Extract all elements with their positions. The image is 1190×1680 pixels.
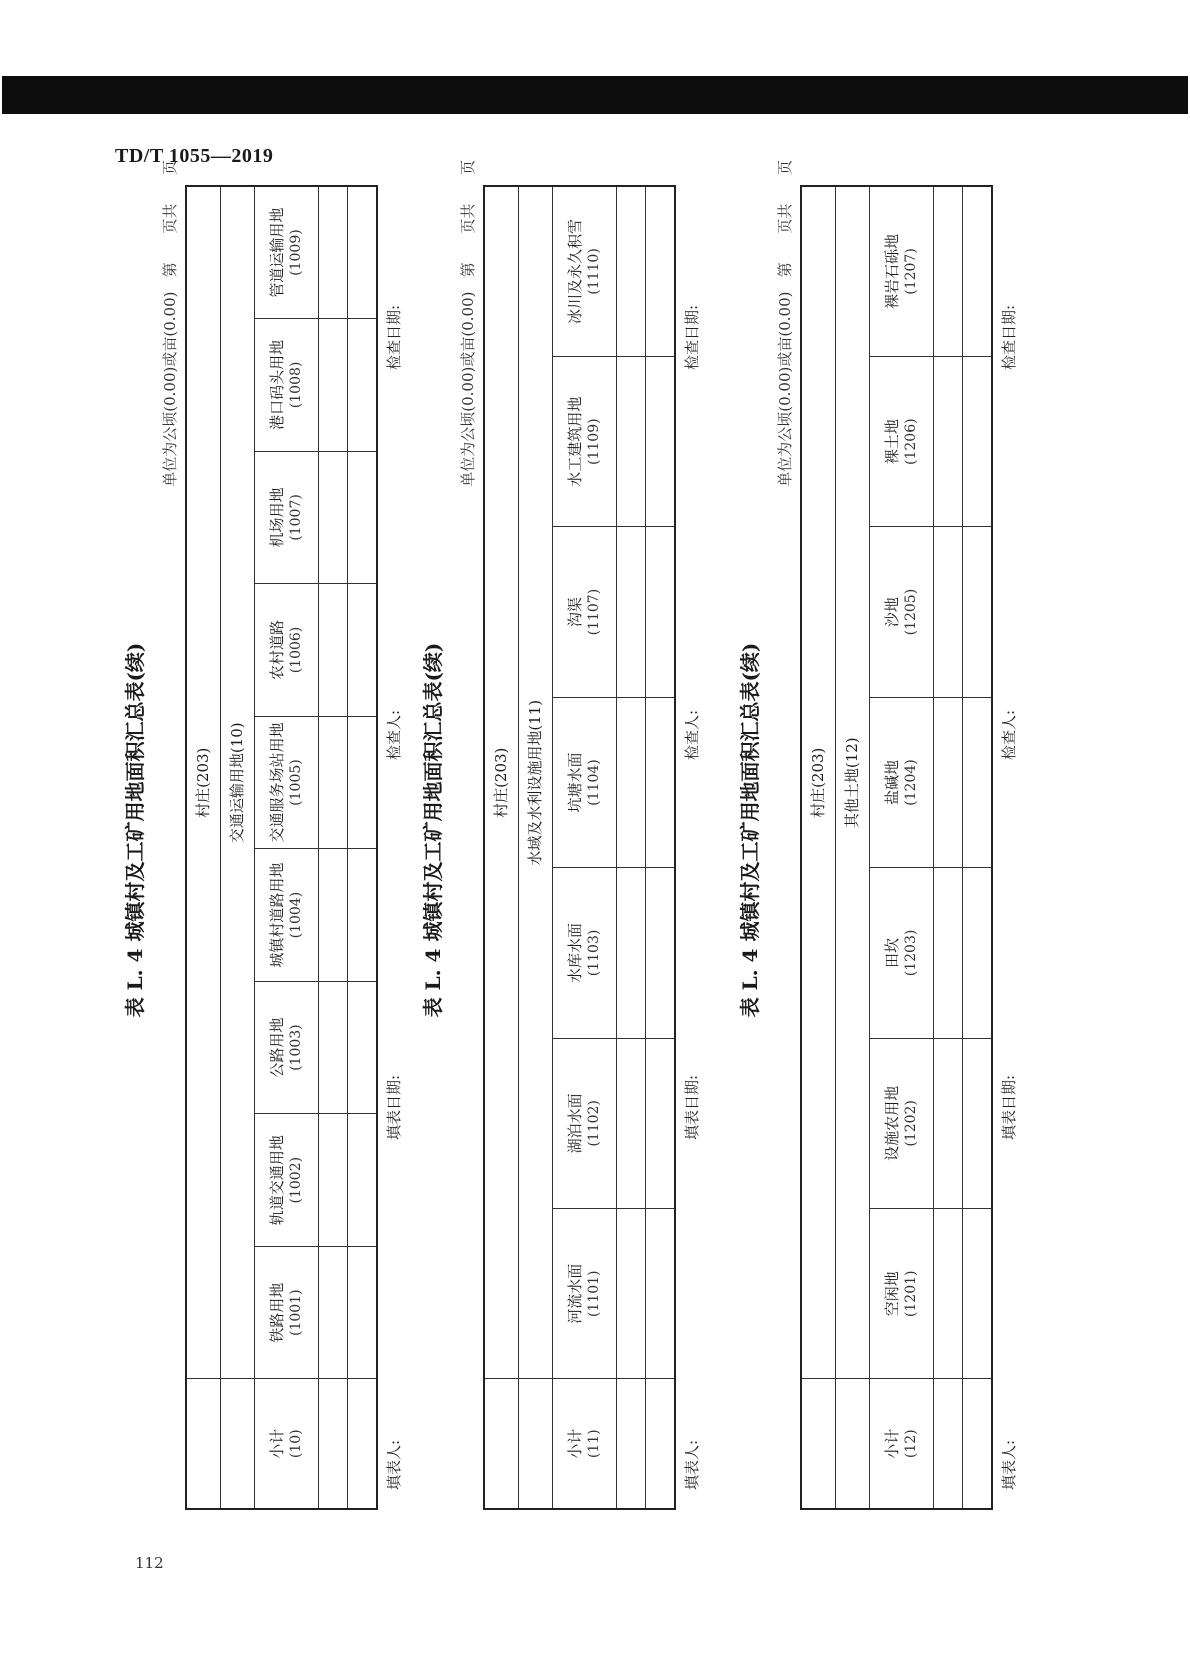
table-caption: 表 L. 4 城镇村及工矿用地面积汇总表(续)	[738, 642, 762, 1018]
data-cell[interactable]	[963, 868, 993, 1038]
data-cell[interactable]	[617, 1209, 646, 1379]
data-cell[interactable]	[934, 1209, 963, 1379]
summary-table-water	[413, 140, 713, 1520]
column-header: 城镇村道路用地 (1004)	[255, 849, 319, 982]
column-header: 裸岩石砾地 (1207)	[870, 186, 934, 356]
blank-corner	[484, 1379, 519, 1509]
unit-note: 单位为公顷(0.00)或亩(0.00) 第 页共 页	[161, 160, 179, 487]
document-code: TD/T 1055—2019	[115, 145, 274, 167]
summary-table-other-land	[730, 140, 1030, 1520]
column-header: 机场用地 (1007)	[255, 451, 319, 584]
data-cell[interactable]	[617, 697, 646, 867]
data-cell[interactable]	[963, 356, 993, 526]
data-cell[interactable]	[963, 186, 993, 356]
data-cell[interactable]	[646, 868, 676, 1038]
data-table	[800, 185, 993, 1510]
data-cell[interactable]	[617, 356, 646, 526]
check-date-label: 检查日期:	[1000, 304, 1018, 370]
data-cell[interactable]	[319, 319, 348, 452]
data-table	[483, 185, 676, 1510]
data-cell[interactable]	[319, 1114, 348, 1247]
data-cell[interactable]	[319, 584, 348, 717]
data-cell[interactable]	[934, 527, 963, 697]
data-cell[interactable]	[934, 868, 963, 1038]
column-header-subtotal: 小计 (10)	[255, 1379, 319, 1509]
data-cell[interactable]	[646, 1038, 676, 1208]
blank-corner	[801, 1379, 836, 1509]
data-cell[interactable]	[319, 1379, 348, 1509]
data-cell[interactable]	[348, 584, 378, 717]
data-cell[interactable]	[319, 451, 348, 584]
filler-label: 填表人:	[1000, 1439, 1018, 1490]
column-header: 公路用地 (1003)	[255, 981, 319, 1114]
column-header: 设施农用地 (1202)	[870, 1038, 934, 1208]
group-header-category: 其他土地(12)	[836, 186, 870, 1379]
data-cell[interactable]	[617, 1379, 646, 1509]
data-cell[interactable]	[319, 981, 348, 1114]
group-header-category: 交通运输用地(10)	[221, 186, 255, 1379]
fill-date-label: 填表日期:	[385, 1074, 403, 1140]
data-cell[interactable]	[348, 849, 378, 982]
data-cell[interactable]	[319, 716, 348, 849]
data-cell[interactable]	[348, 981, 378, 1114]
page-number: 112	[135, 1554, 164, 1572]
data-cell[interactable]	[934, 1379, 963, 1509]
column-header: 交通服务场站用地 (1005)	[255, 716, 319, 849]
fill-date-label: 填表日期:	[1000, 1074, 1018, 1140]
filler-label: 填表人:	[683, 1439, 701, 1490]
signature-line	[990, 140, 1026, 1520]
column-header: 冰川及永久积雪 (1110)	[553, 186, 617, 356]
column-header-subtotal: 小计 (11)	[553, 1379, 617, 1509]
signature-line	[673, 140, 709, 1520]
checker-label: 检查人:	[683, 709, 701, 760]
column-header: 田坎 (1203)	[870, 868, 934, 1038]
fill-date-label: 填表日期:	[683, 1074, 701, 1140]
data-cell[interactable]	[348, 716, 378, 849]
data-cell[interactable]	[963, 1209, 993, 1379]
data-cell[interactable]	[963, 527, 993, 697]
column-header: 水工建筑用地 (1109)	[553, 356, 617, 526]
table-row	[319, 186, 348, 1509]
column-header: 铁路用地 (1001)	[255, 1246, 319, 1379]
data-cell[interactable]	[348, 1246, 378, 1379]
filler-label: 填表人:	[385, 1439, 403, 1490]
column-header: 空闲地 (1201)	[870, 1209, 934, 1379]
table-caption: 表 L. 4 城镇村及工矿用地面积汇总表(续)	[421, 642, 445, 1018]
data-cell[interactable]	[646, 356, 676, 526]
group-header-village: 村庄(203)	[186, 186, 221, 1379]
data-cell[interactable]	[348, 451, 378, 584]
group-header-village: 村庄(203)	[801, 186, 836, 1379]
data-cell[interactable]	[617, 1038, 646, 1208]
blank-corner	[836, 1379, 870, 1509]
column-header: 水库水面 (1103)	[553, 868, 617, 1038]
data-cell[interactable]	[646, 1209, 676, 1379]
data-cell[interactable]	[646, 186, 676, 356]
group-header-village: 村庄(203)	[484, 186, 519, 1379]
data-cell[interactable]	[934, 186, 963, 356]
signature-line	[375, 140, 411, 1520]
data-cell[interactable]	[348, 1114, 378, 1247]
table-caption: 表 L. 4 城镇村及工矿用地面积汇总表(续)	[123, 642, 147, 1018]
column-header: 湖泊水面 (1102)	[553, 1038, 617, 1208]
group-header-category: 水域及水利设施用地(11)	[519, 186, 553, 1379]
column-header: 管道运输用地 (1009)	[255, 186, 319, 319]
data-cell[interactable]	[348, 186, 378, 319]
checker-label: 检查人:	[385, 709, 403, 760]
check-date-label: 检查日期:	[683, 304, 701, 370]
data-cell[interactable]	[319, 849, 348, 982]
column-header: 农村道路 (1006)	[255, 584, 319, 717]
column-header: 坑塘水面 (1104)	[553, 697, 617, 867]
column-header: 河流水面 (1101)	[553, 1209, 617, 1379]
data-cell[interactable]	[963, 1038, 993, 1208]
data-cell[interactable]	[348, 1379, 378, 1509]
data-cell[interactable]	[646, 1379, 676, 1509]
blank-corner	[221, 1379, 255, 1509]
data-cell[interactable]	[934, 356, 963, 526]
table-row	[348, 186, 378, 1509]
check-date-label: 检查日期:	[385, 304, 403, 370]
data-cell[interactable]	[934, 697, 963, 867]
column-header: 盐碱地 (1204)	[870, 697, 934, 867]
data-cell[interactable]	[646, 697, 676, 867]
unit-note: 单位为公顷(0.00)或亩(0.00) 第 页共 页	[459, 160, 477, 487]
column-header: 轨道交通用地 (1002)	[255, 1114, 319, 1247]
data-cell[interactable]	[963, 697, 993, 867]
data-cell[interactable]	[963, 1379, 993, 1509]
table-row	[963, 186, 993, 1509]
blank-corner	[186, 1379, 221, 1509]
data-cell[interactable]	[319, 1246, 348, 1379]
blank-corner	[519, 1379, 553, 1509]
table-row	[617, 186, 646, 1509]
column-header-subtotal: 小计 (12)	[870, 1379, 934, 1509]
data-cell[interactable]	[934, 1038, 963, 1208]
column-header: 沟渠 (1107)	[553, 527, 617, 697]
column-header: 沙地 (1205)	[870, 527, 934, 697]
data-cell[interactable]	[646, 527, 676, 697]
data-cell[interactable]	[617, 527, 646, 697]
checker-label: 检查人:	[1000, 709, 1018, 760]
column-header: 裸土地 (1206)	[870, 356, 934, 526]
top-black-band	[2, 76, 1188, 114]
table-row	[646, 186, 676, 1509]
column-header: 港口码头用地 (1008)	[255, 319, 319, 452]
data-table	[185, 185, 378, 1510]
summary-table-transport	[115, 140, 415, 1520]
data-cell[interactable]	[319, 186, 348, 319]
unit-note: 单位为公顷(0.00)或亩(0.00) 第 页共 页	[776, 160, 794, 487]
data-cell[interactable]	[617, 186, 646, 356]
table-row	[934, 186, 963, 1509]
data-cell[interactable]	[617, 868, 646, 1038]
data-cell[interactable]	[348, 319, 378, 452]
